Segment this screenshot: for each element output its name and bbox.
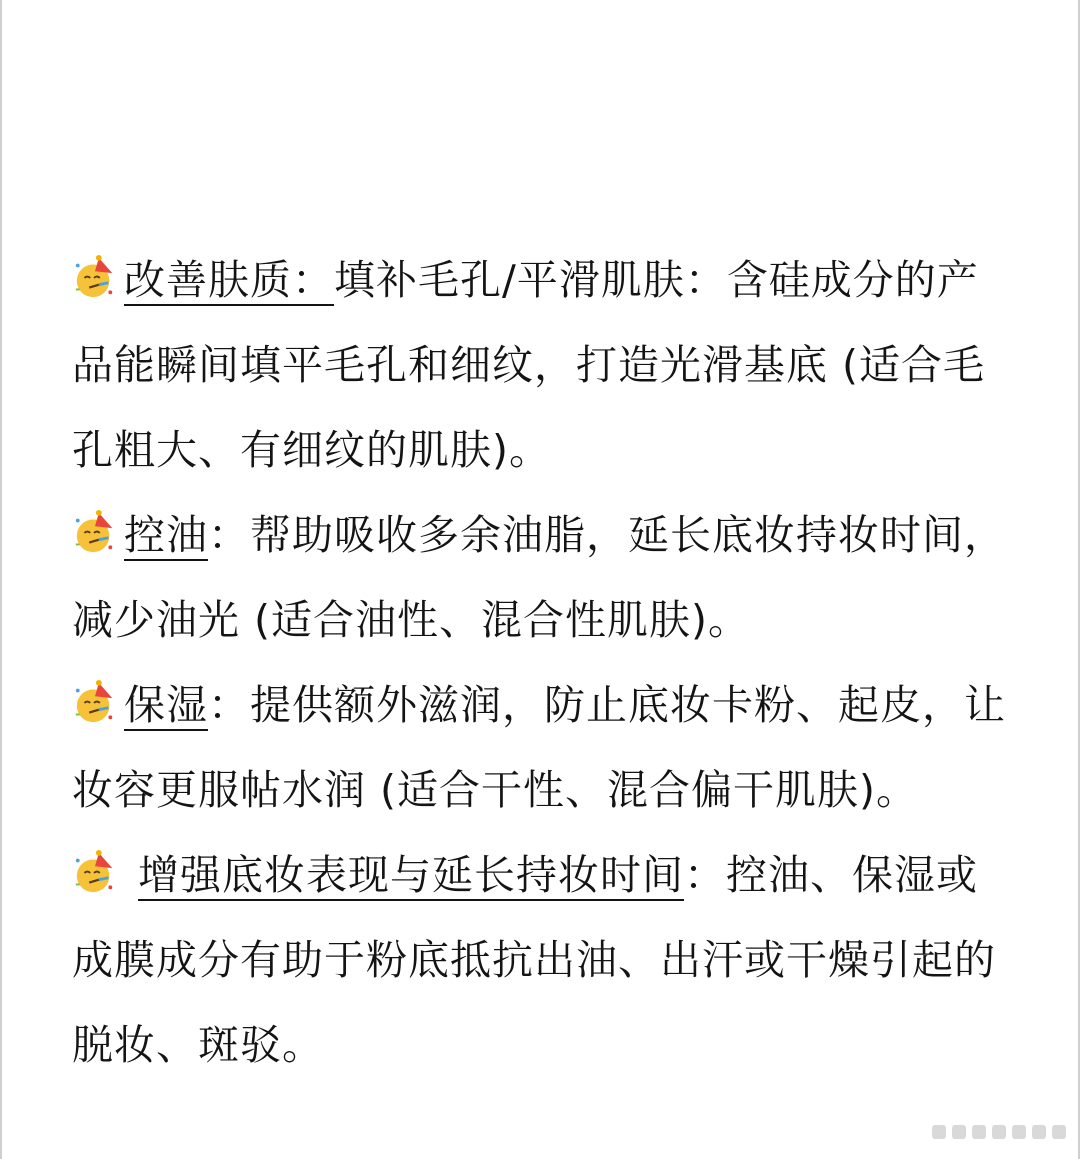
- watermark-logo: [932, 1121, 1072, 1143]
- section-heading: 增强底妆表现与延长持妆时间: [138, 851, 684, 899]
- section-improve-skin: [72, 238, 1012, 493]
- partying-face-icon: [72, 509, 118, 555]
- frame-border-left: [0, 0, 2, 1159]
- section-body: ：提供额外滋润，防止底妆卡粉、起皮，让妆容更服帖水润 (适合干性、混合偏干肌肤)。: [72, 681, 1006, 814]
- section-moisturize: [72, 663, 1012, 833]
- partying-face-icon: [72, 254, 118, 300]
- section-heading: 控油: [124, 511, 208, 559]
- section-body: ：控油、保湿或成膜成分有助于粉底抵抗出油、出汗或干燥引起的脱妆、斑驳。: [72, 851, 996, 1069]
- section-heading: 改善肤质：: [124, 256, 334, 304]
- section-longwear: [72, 833, 1012, 1088]
- partying-face-icon: [72, 679, 118, 725]
- partying-face-icon: [72, 849, 118, 895]
- section-body: 填补毛孔/平滑肌肤：含硅成分的产品能瞬间填平毛孔和细纹，打造光滑基底 (适合毛孔粗大、有细纹的肌肤)。: [72, 256, 986, 474]
- note-content: [72, 238, 1012, 1088]
- section-heading: 保湿: [124, 681, 208, 729]
- section-oil-control: [72, 493, 1012, 663]
- section-body: ：帮助吸收多余油脂，延长底妆持妆时间，减少油光 (适合油性、混合性肌肤)。: [72, 511, 1006, 644]
